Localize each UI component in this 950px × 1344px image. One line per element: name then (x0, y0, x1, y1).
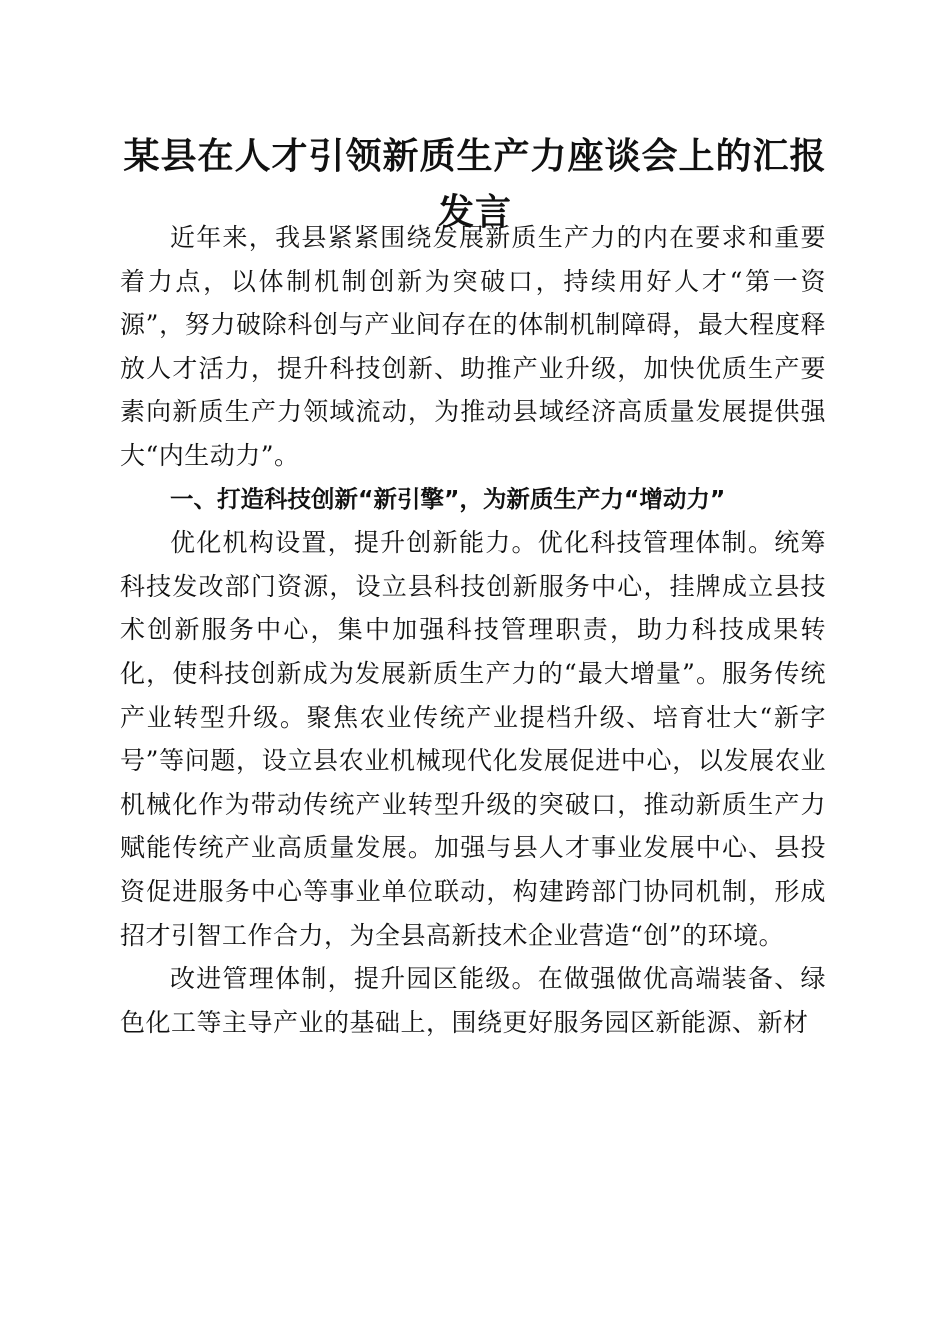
body-paragraph: 改进管理体制，提升园区能级。在做强做优高端装备、绿色化工等主导产业的基础上，围绕更好服务园区新能源、新材 (120, 964, 826, 1037)
body-paragraph: 优化机构设置，提升创新能力。优化科技管理体制。统筹科技发改部门资源，设立县科技创新服务中心，挂牌成立县技术创新服务中心，集中加强科技管理职责，助力科技成果转化，使科技创新成为发展新质生产力的“最大增量”。服务传统产业转型升级。聚焦农业传统产业提档升级、培育壮大“新字号”等问题，设立县农业机械现代化发展促进中心，以发展农业机械化作为带动传统产业转型升级的突破口，推动新质生产力赋能传统产业高质量发展。加强与县人才事业发展中心、县投资促进服务中心等事业单位联动，构建跨部门协同机制，形成招才引智工作合力，为全县高新技术企业营造“创”的环境。 (120, 528, 826, 950)
section-heading: 一、打造科技创新“新引擎”，为新质生产力“增动力” (170, 484, 726, 513)
document-body (120, 216, 826, 1044)
document-title: 某县在人才引领新质生产力座谈会上的汇报发言 (123, 135, 827, 233)
intro-paragraph: 近年来，我县紧紧围绕发展新质生产力的内在要求和重要着力点，以体制机制创新为突破口，持续用好人才“第一资源”，努力破除科创与产业间存在的体制机制障碍，最大程度释放人才活力，提升科技创新、助推产业升级，加快优质生产要素向新质生产力领域流动，为推动县域经济高质量发展提供强大“内生动力”。 (120, 223, 826, 470)
